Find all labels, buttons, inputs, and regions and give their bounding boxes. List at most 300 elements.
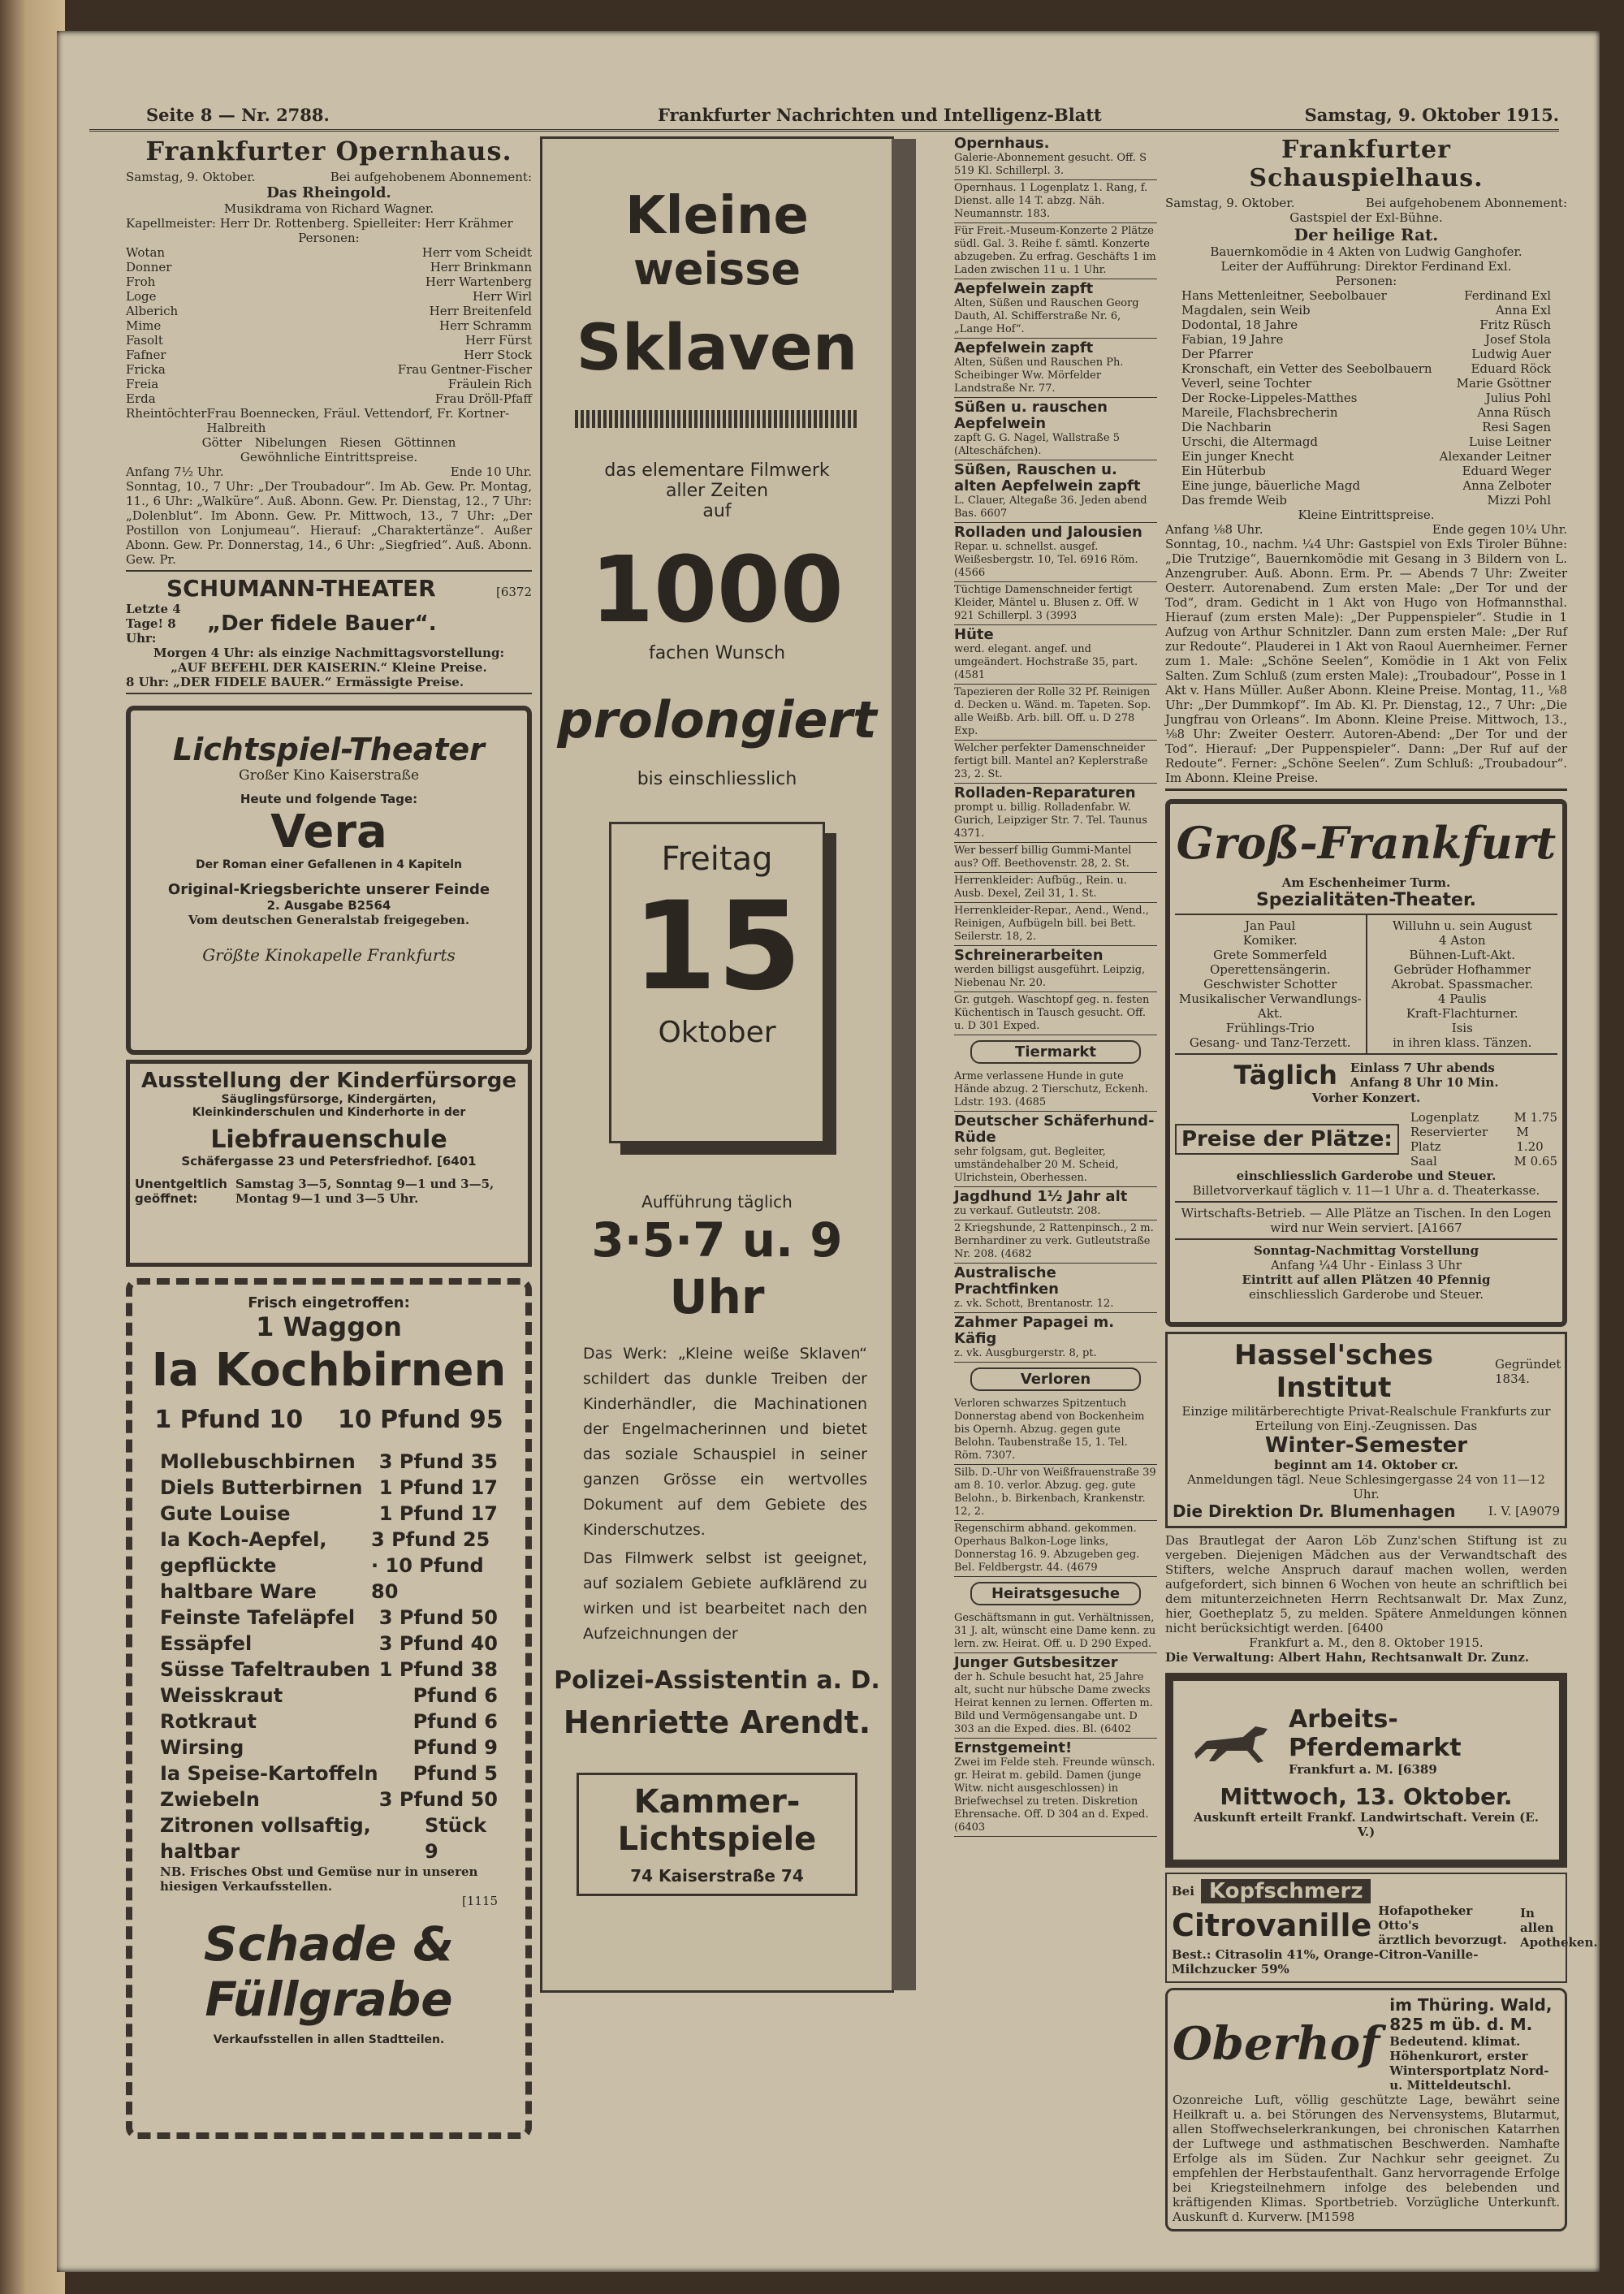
- sklaven-shows: 3·5·7 u. 9 Uhr: [591, 1212, 843, 1324]
- produce-name: Diels Butterbirnen: [160, 1476, 363, 1499]
- role-name: Fricka: [126, 362, 166, 377]
- schauspiel-note: Bei aufgehobenem Abonnement:: [1365, 196, 1567, 210]
- ad-text: Herrenkleider: Aufbüg., Rein. u. Ausb. Dexel, Zeil 31, 1. St.: [954, 875, 1127, 900]
- role-name: Hans Mettenleitner, Seebolbauer: [1181, 288, 1387, 303]
- produce-price: Pfund 6: [412, 1710, 498, 1733]
- sklaven-prol: prolongiert: [557, 690, 877, 750]
- hassel-sem: Winter-Semester: [1264, 1433, 1468, 1458]
- performer-line: Komiker.: [1242, 933, 1298, 948]
- citrovanille-ad: [1165, 1873, 1598, 1983]
- produce-name: Rotkraut: [160, 1710, 257, 1733]
- lichtspiel-line1: Heute und folgende Tage:: [240, 792, 418, 806]
- ad-text: Welcher perfekter Damenschneider fertigt bill. Mantel an? Keplerstraße 23, 2. St.: [954, 742, 1148, 780]
- citro-maker: Hofapotheker Otto's: [1378, 1903, 1473, 1933]
- ad-text: Alten, Süßen und Rauschen Ph. Scheibinger Ww. Mörfelder Landstraße Nr. 77.: [954, 356, 1124, 395]
- role-name: Fasolt: [126, 333, 163, 348]
- ad-headline: Opernhaus.: [954, 135, 1050, 152]
- ad-text: Tapezieren der Rolle 32 Pf. Reinigen d. Decken u. Wänd. m. Tapeten. Sop. alle Weißb. Arb. bill. Off. u. D 278 Exp.: [954, 686, 1151, 737]
- opera-cast-list: [126, 245, 532, 450]
- ad-headline: Ernstgemeint!: [954, 1739, 1073, 1756]
- stiftung-date: Frankfurt a. M., den 8. Oktober 1915.: [1249, 1635, 1484, 1650]
- kinder-hours-label: Unentgeltlich geöffnet:: [135, 1177, 227, 1206]
- produce-price: 3 Pfund 50: [378, 1788, 498, 1811]
- classified-ad: [954, 784, 1157, 843]
- opera-groups: [126, 435, 532, 450]
- schauspiel-sub: Bauernkomödie in 4 Akten von Ludwig Ganghofer.: [1210, 244, 1522, 259]
- oberhof-text: Ozonreiche Luft, völlig geschützte Lage, bewährt seine Heilkraft u. a. bei Störungen des Nervensystems, Blutarmut, allen Stoffwechselerkrankungen, bei chronischen Katarrhen der Luftwege und asthmatischen Beschwerden. Namhafte Erfolge als im Süden. Zur Nachkur sehr geeignet. Zu empfehlen der Herbstaufenthalt. Ganz hervorragende Erfolge bei Kriegsteilnehmern infolge des belebenden und kräftigenden Klimas. Sportbetrieb. Vorzügliche Unterkunft. Auskunft d. Kurverw.: [1173, 2093, 1560, 2224]
- column-4: [1165, 134, 1598, 2245]
- produce-name: Wirsing: [160, 1736, 244, 1759]
- actor-name: Herr Wirl: [473, 289, 532, 304]
- opera-end: Ende 10 Uhr.: [450, 464, 532, 479]
- produce-price: 1 Pfund 17: [378, 1476, 498, 1499]
- horse-icon: [1186, 1717, 1276, 1765]
- schauspiel-play: Der heilige Rat.: [1294, 225, 1439, 244]
- gf-prices-list: [1410, 1110, 1557, 1169]
- classified-ad: [954, 339, 1157, 398]
- lichtspiel-line3: 2. Ausgabe: [266, 898, 343, 913]
- ad-headline: Zahmer Papagei m. Käfig: [954, 1314, 1115, 1347]
- classified-ad: [954, 992, 1157, 1035]
- role-name: Loge: [126, 289, 157, 304]
- role-name: Freia: [126, 377, 159, 391]
- performer-line: Bühnen-Luft-Akt.: [1409, 948, 1516, 962]
- actor-name: Anna Rüsch: [1477, 405, 1551, 420]
- gf-sunday3: Eintritt auf allen Plätzen 40 Pfennig: [1242, 1272, 1491, 1287]
- performer-line: 4 Paulis: [1437, 991, 1487, 1006]
- cast-row: [126, 260, 532, 274]
- classified-ad: [954, 1313, 1157, 1363]
- produce-brand: Schade & Füllgrabe: [203, 1916, 455, 2027]
- schauspiel-title: Frankfurter Schauspielhaus.: [1249, 136, 1484, 192]
- hassel-ad: [1165, 1332, 1567, 1528]
- ad-headline: Hüte: [954, 626, 994, 643]
- classified-ad: [954, 1610, 1157, 1653]
- produce-item: [160, 1449, 498, 1475]
- kinder-title: Ausstellung der Kinderfürsorge: [141, 1069, 516, 1093]
- sklaven-s4: fachen Wunsch: [648, 643, 786, 663]
- actor-name: Fräulein Rich: [447, 377, 532, 391]
- actor-name: Julius Pohl: [1485, 391, 1551, 405]
- produce-price: 3 Pfund 50: [378, 1606, 498, 1629]
- actor-name: Frau Boennecken, Fräul. Vettendorf, Fr. Kortner-Halbreith: [206, 406, 510, 435]
- role-name: Wotan: [126, 245, 166, 260]
- actor-name: Fritz Rüsch: [1479, 318, 1551, 332]
- pferd-date: Mittwoch, 13. Oktober.: [1220, 1783, 1513, 1810]
- ad-text: Silb. D.-Uhr von Weißfrauenstraße 39 am 8. 10. verlor. Abzug. geg. gute Belohn., b. Birkenbach, Krankenstr. 12, 2.: [954, 1467, 1156, 1518]
- opera-cast-head: Personen:: [298, 231, 360, 245]
- schauspiel-date: Samstag, 9. Oktober.: [1165, 196, 1295, 210]
- sklaven-text: Das Werk: „Kleine weiße Sklaven“ schildert das dunkle Treiben der Kinderhändler, die Machinationen der Engelmacherinnen und bietet das soziale Schauspiel in seiner ganzen Grösse ein wertvolles Dokument auf dem Gebiete des Kinderschutzes.: [583, 1345, 867, 1539]
- gf-entry2: Anfang 8 Uhr 10 Min.: [1350, 1075, 1499, 1090]
- actor-name: Marie Gsöttner: [1456, 376, 1551, 391]
- gf-incl: einschliesslich Garderobe und Steuer.: [1236, 1169, 1497, 1183]
- ad-text: z. vk. Schott, Brentanostr. 12.: [954, 1298, 1114, 1310]
- actor-name: Herr Stock: [464, 348, 532, 362]
- classified-ad: [954, 741, 1157, 784]
- actor-name: Josef Stola: [1484, 332, 1551, 347]
- role-name: Mime: [126, 318, 162, 333]
- citro-kopf: Kopfschmerz: [1201, 1879, 1371, 1903]
- actor-name: Herr Breitenfeld: [429, 304, 532, 318]
- gf-sub: Spezialitäten-Theater.: [1175, 890, 1557, 915]
- cast-row: [1181, 420, 1551, 434]
- schauspiel-start: Anfang ⅛8 Uhr.: [1165, 522, 1263, 537]
- heirat-list: [954, 1610, 1157, 1837]
- opera-note: Bei aufgehobenem Abonnement:: [330, 170, 532, 184]
- stiftung-text: Das Brautlegat der Aaron Löb Zunz'schen Stiftung ist zu vergeben. Diejenigen Mädchen aus der Verwandtschaft des Stifters, welche Anspruch darauf machen wollen, werden aufgefordert, sich binnen 6 Wochen von heute an schriftlich bei dem mitunterzeichneten Herrn Rechtsanwalt Dr. Max Zunz, hier, Goetheplatz 5, zu melden. Spätere Anmeldungen können nicht berücksichtigt werden.: [1165, 1533, 1567, 1635]
- ad-headline: Schreinerarbeiten: [954, 947, 1104, 964]
- price-row: [1410, 1110, 1557, 1125]
- sklaven-author2: Henriette Arendt.: [563, 1704, 871, 1740]
- performer-line: Akrobat. Spassmacher.: [1391, 977, 1534, 991]
- cast-row: [126, 289, 532, 304]
- opera-schedule: Sonntag, 10., 7 Uhr: „Der Troubadour“. Im Ab. Gew. Pr. Montag, 11., 6 Uhr: „Walküre“. Auß. Abonn. Gew. Pr. Dienstag, 12., 7 Uhr: „Dolenblut“. Im Abonn. Gew. Pr. Mittwoch, 13., 7 Uhr: „Der Postillon von Lonjumeau“. Hierauf: „Charaktertänze“. Außer Abonn. Gew. Pr. Donnerstag, 14., 6 Uhr: „Siegfried“. Auß. Abonn. Gew. Pr.: [126, 479, 532, 567]
- classified-ad: [954, 1739, 1157, 1837]
- produce-item: [160, 1657, 498, 1683]
- small-ads-list: [954, 134, 1157, 1035]
- kinderfuersorge-ad: [126, 1060, 532, 1267]
- gf-title: Groß-Frankfurt: [1176, 817, 1557, 869]
- citro-brand: Citrovanille: [1172, 1907, 1372, 1943]
- cast-row: [1181, 464, 1551, 478]
- kinder-hours: Samstag 3—5, Sonntag 9—1 und 3—5, Montag 9—1 und 3—5 Uhr.: [235, 1177, 495, 1206]
- produce-price: 3 Pfund 35: [378, 1450, 498, 1473]
- pferd-loc: Frankfurt a. M.: [1289, 1762, 1393, 1777]
- produce-price: Pfund 5: [412, 1762, 498, 1785]
- ad-text: Galerie-Abonnement gesucht. Off. S 519 Kl. Schillerpl. 3.: [954, 152, 1147, 177]
- opera-date: Samstag, 9. Oktober.: [126, 170, 256, 184]
- produce-item: [160, 1709, 498, 1735]
- classified-ad: [954, 1653, 1157, 1739]
- classified-ad: [954, 460, 1157, 523]
- ad-text: sehr folgsam, gut. Begleiter, umständehalber 20 M. Scheid, Ulrichstein, Oberhessen.: [954, 1146, 1119, 1184]
- cast-row: [126, 274, 532, 289]
- actor-name: Herr Wartenberg: [425, 274, 532, 289]
- cast-row: [1181, 288, 1551, 303]
- performer-line: Jan Paul: [1245, 918, 1296, 933]
- classified-ad: [954, 279, 1157, 339]
- cast-row: [126, 362, 532, 377]
- ad-text: Gr. gutgeh. Waschtopf geg. n. festen Küchentisch in Tausch gesucht. Off. u. D 301 Exped.: [954, 994, 1150, 1032]
- ad-text: Alten, Süßen und Rauschen Georg Dauth, Al. Schifferstraße Nr. 6, „Lange Hof“.: [954, 297, 1139, 335]
- schauspiel-ad: [1165, 136, 1567, 785]
- price-value: M 0.65: [1514, 1154, 1557, 1169]
- cast-group: Riesen: [339, 435, 382, 450]
- cast-row: [1181, 493, 1551, 508]
- ad-text: Opernhaus. 1 Logenplatz 1. Rang, f. Dienst. alle 14 T. abzg. Näh. Neumannstr. 183.: [954, 182, 1148, 220]
- tiermarkt-list: [954, 1069, 1157, 1363]
- classified-ad: [954, 1264, 1157, 1313]
- schumann-line3: „AUF BEFEHL DER KAISERIN.“ Kleine Preise.: [171, 660, 487, 675]
- cast-group: Nibelungen: [254, 435, 327, 450]
- hassel-l1: Einzige militärberechtigte Privat-Realschule Frankfurts zur Erteilung von Einj.-Zeugnissen. Das: [1181, 1404, 1551, 1433]
- classified-ad: [954, 1112, 1157, 1187]
- role-name: Fabian, 19 Jahre: [1181, 332, 1284, 347]
- produce-ad: [126, 1278, 532, 2139]
- tiermarkt-head: Tiermarkt: [970, 1040, 1141, 1064]
- stiftung-code: [6400: [1347, 1621, 1384, 1635]
- role-name: Magdalen, sein Weib: [1181, 303, 1311, 318]
- performer-line: Gebrüder Hofhammer: [1393, 962, 1531, 977]
- oberhof-code: [M1598: [1306, 2210, 1355, 2224]
- actor-name: Alexander Leitner: [1439, 449, 1551, 464]
- produce-name: Zitronen vollsaftig, haltbar: [160, 1814, 371, 1863]
- cast-row: [126, 406, 532, 435]
- hassel-l2: Anmeldungen tägl. Neue Schlesingergasse 24 von 11—12 Uhr.: [1187, 1472, 1545, 1501]
- actor-name: Herr Schramm: [439, 318, 532, 333]
- role-name: Der Rocke-Lippeles-Matthes: [1181, 391, 1358, 405]
- role-name: Eine junge, bäuerliche Magd: [1181, 478, 1361, 493]
- pferd-info: Auskunft erteilt Frankf. Landwirtschaft. Verein (E. V.): [1194, 1810, 1539, 1839]
- schumann-ad: [126, 575, 532, 689]
- cast-row: [1181, 478, 1551, 493]
- hassel-title: Hassel'sches Institut: [1234, 1339, 1433, 1404]
- sklaven-date: 15: [632, 876, 802, 1017]
- book-binding: [0, 0, 65, 2294]
- oberhof-title: Oberhof: [1173, 2017, 1380, 2071]
- cast-row: [1181, 449, 1551, 464]
- page-number: Seite 8 — Nr. 2788.: [146, 105, 330, 125]
- sklaven-num: 1000: [590, 538, 844, 643]
- produce-item: [160, 1812, 498, 1864]
- ad-text: der h. Schule besucht hat, 25 Jahre alt, sucht nur hübsche Dame zwecks Heirat kennen zu lernen. Offerten m. Bild und Vermögensangabe unt. D 303 an die Exped. dies. Bl. (6402: [954, 1671, 1153, 1735]
- verloren-head: Verloren: [970, 1367, 1141, 1391]
- sklaven-author1: Polizei-Assistentin a. D.: [554, 1666, 880, 1695]
- produce-name: Weisskraut: [160, 1684, 283, 1707]
- classified-ad: [954, 1465, 1157, 1521]
- produce-name: Zwiebeln: [160, 1788, 260, 1811]
- opera-prices: Gewöhnliche Eintrittspreise.: [240, 450, 418, 464]
- role-name: Ein junger Knecht: [1181, 449, 1294, 464]
- sklaven-theater2: Lichtspiele: [617, 1821, 817, 1858]
- produce-item: [160, 1631, 498, 1657]
- produce-price-1: 1 Pfund 10: [154, 1406, 304, 1434]
- role-name: Rheintöchter: [126, 406, 207, 421]
- produce-name: Ia Speise-Kartoffeln: [160, 1762, 378, 1785]
- produce-name: Essäpfel: [160, 1632, 253, 1655]
- sklaven-theater1: Kammer-: [633, 1783, 801, 1821]
- sklaven-ad: [540, 136, 894, 1993]
- column-3: [954, 134, 1157, 2229]
- produce-qty: 1 Waggon: [256, 1311, 402, 1342]
- citro-best: Best.: Citrasolin 41%, Orange-Citron-Vanille-Milchzucker 59%: [1172, 1947, 1479, 1976]
- ad-headline: Jagdhund 1½ Jahr alt: [954, 1188, 1128, 1205]
- classified-ad: [954, 946, 1157, 992]
- column-2: [540, 136, 922, 1993]
- ad-text: Zwei im Felde steh. Freunde wünsch. gr. Heirat m. gebild. Damen (junge Witw. nicht ausgeschlossen) in Briefwechsel zu treten. Diskretion Ehrensache. Off. D 304 an d. Exped. (6403: [954, 1756, 1155, 1834]
- ad-headline: Junger Gutsbesitzer: [954, 1654, 1118, 1671]
- classified-ad: [954, 134, 1157, 180]
- gf-loc: Am Eschenheimer Turm.: [1281, 875, 1451, 890]
- lichtspiel-ad: [126, 706, 532, 1055]
- performer-line: Isis: [1451, 1021, 1473, 1035]
- performer-line: Kraft-Flachturner.: [1406, 1006, 1518, 1021]
- produce-code: [1115: [461, 1894, 498, 1908]
- cast-row: [1181, 434, 1551, 449]
- produce-price: 3 Pfund 25 · 10 Pfund 80: [371, 1528, 490, 1603]
- ad-headline: Rolladen und Jalousien: [954, 524, 1142, 541]
- schumann-code: [6372: [495, 585, 532, 599]
- produce-item: [160, 1786, 498, 1812]
- schumann-title: SCHUMANN-THEATER: [166, 575, 436, 602]
- gf-right-list: [1367, 915, 1558, 1053]
- cast-group: Göttinnen: [394, 435, 456, 450]
- ad-text: L. Clauer, Altegaße 36. Jeden abend Bas. 6607: [954, 495, 1147, 520]
- hassel-sem2: beginnt am 14. Oktober cr.: [1274, 1458, 1458, 1472]
- produce-name: Feinste Tafeläpfel: [160, 1606, 356, 1629]
- classified-ad: [954, 903, 1157, 946]
- ad-headline: Aepfelwein zapft: [954, 280, 1094, 297]
- cast-row: [1181, 303, 1551, 318]
- role-name: Donner: [126, 260, 172, 274]
- actor-name: Herr Brinkmann: [430, 260, 532, 274]
- price-row: [1410, 1125, 1557, 1154]
- cast-row: [126, 391, 532, 406]
- price-row: [1410, 1154, 1557, 1169]
- opera-play: Das Rheingold.: [266, 184, 391, 201]
- produce-price: 3 Pfund 40: [378, 1632, 498, 1655]
- produce-top: Frisch eingetroffen:: [248, 1294, 410, 1311]
- classified-ad: [954, 1521, 1157, 1577]
- pferd-code: [6389: [1397, 1762, 1437, 1777]
- classified-ad: [954, 843, 1157, 873]
- actor-name: Frau Gentner-Fischer: [397, 362, 532, 377]
- opera-subtitle: Musikdrama von Richard Wagner.: [223, 201, 434, 216]
- role-name: Die Nachbarin: [1181, 420, 1272, 434]
- ad-text: z. vk. Ausgburgerstr. 8, pt.: [954, 1347, 1097, 1359]
- produce-item: [160, 1527, 498, 1605]
- role-name: Dodontal, 18 Jahre: [1181, 318, 1298, 332]
- classified-ad: [954, 685, 1157, 741]
- ad-headline: Australische Prachtfinken: [954, 1264, 1059, 1298]
- kinder-code: [6401: [436, 1154, 477, 1169]
- sklaven-day: Freitag: [661, 840, 773, 878]
- ad-text: zu verkauf. Gutleutstr. 208.: [954, 1205, 1101, 1217]
- produce-name: Mollebuschbirnen: [160, 1450, 356, 1473]
- stiftung-notice: [1165, 1533, 1567, 1665]
- produce-price: 1 Pfund 17: [378, 1502, 498, 1525]
- role-name: Das fremde Weib: [1181, 493, 1287, 508]
- cast-row: [1181, 376, 1551, 391]
- cast-row: [126, 333, 532, 348]
- page-header: [89, 102, 1559, 132]
- schumann-line2: Morgen 4 Uhr: als einzige Nachmittagsvorstellung:: [153, 646, 504, 660]
- cast-row: [1181, 332, 1551, 347]
- ad-headline: Aepfelwein zapft: [954, 339, 1094, 356]
- ad-text: Geschäftsmann in gut. Verhältnissen, 31 J. alt, wünscht eine Dame kenn. zu lern. zw. Heirat. Off. u. D 290 Exped.: [954, 1612, 1156, 1650]
- produce-item: [160, 1501, 498, 1527]
- ad-text: Repar. u. schnellst. ausgef. Weißesbergstr. 10, Tel. 6916 Röm. (4566: [954, 541, 1138, 579]
- actor-name: Ferdinand Exl: [1464, 288, 1551, 303]
- classified-ad: [954, 1396, 1157, 1465]
- oberhof-ad: [1165, 1988, 1567, 2231]
- classified-ad: [954, 582, 1157, 625]
- ad-headline: Deutscher Schäferhund-Rüde: [954, 1112, 1155, 1146]
- role-name: Froh: [126, 274, 156, 289]
- ad-headline: Süßen, Rauschen u. alten Aepfelwein zapft: [954, 461, 1141, 495]
- classified-ad: [954, 223, 1157, 279]
- ad-text: werden billigst ausgeführt. Leipzig, Niebenau Nr. 20.: [954, 964, 1146, 989]
- sklaven-l3: Sklaven: [576, 312, 858, 385]
- actor-name: Frau Dröll-Pfaff: [434, 391, 532, 406]
- classified-ad: [954, 1069, 1157, 1112]
- schauspiel-prices: Kleine Eintrittspreise.: [1298, 508, 1435, 522]
- ad-headline: Süßen u. rauschen Aepfelwein: [954, 399, 1108, 432]
- cast-row: [1181, 318, 1551, 332]
- price-category: Saal: [1410, 1154, 1437, 1169]
- performer-line: in ihren klass. Tänzen.: [1393, 1035, 1532, 1050]
- kammer-lichtspiele: [577, 1773, 857, 1896]
- cast-row: [1181, 405, 1551, 420]
- sklaven-s2: aller Zeiten: [665, 481, 769, 501]
- gf-prices-label: Preise der Plätze:: [1175, 1124, 1399, 1155]
- sklaven-shows-label: Aufführung täglich: [641, 1192, 793, 1212]
- stiftung-sig: Die Verwaltung: Albert Hahn, Rechtsanwalt Dr. Zunz.: [1165, 1650, 1530, 1665]
- gf-sunday: Sonntag-Nachmittag Vorstellung: [1253, 1243, 1479, 1258]
- schauspiel-director: Leiter der Aufführung: Direktor Ferdinand Exl.: [1220, 259, 1512, 274]
- hassel-dir: Die Direktion Dr. Blumenhagen: [1173, 1501, 1456, 1521]
- gf-entry1: Einlass 7 Uhr abends: [1350, 1061, 1495, 1075]
- classified-ad: [954, 1187, 1157, 1220]
- classified-ad: [954, 398, 1157, 460]
- cast-row: [1181, 391, 1551, 405]
- actor-name: Anna Zelboter: [1462, 478, 1551, 493]
- performer-line: Frühlings-Trio: [1225, 1021, 1315, 1035]
- role-name: Fafner: [126, 348, 166, 362]
- schauspiel-cast-list: [1165, 288, 1567, 508]
- performer-line: Willuhn u. sein August: [1392, 918, 1532, 933]
- ad-text: Tüchtige Damenschneider fertigt Kleider, Mäntel u. Blusen z. Off. W 921 Schillerpl. 3 (3993: [954, 584, 1139, 622]
- ad-text: Für Freit.-Museum-Konzerte 2 Plätze südl. Gal. 3. Reihe f. sämtl. Konzerte abzugeben. Zu erfrag. Geschäfts 1 im Laden zwischen 11 u. 1 Uhr.: [954, 225, 1156, 276]
- produce-item: [160, 1605, 498, 1631]
- ad-text: Herrenkleider-Repar., Aend., Wend., Reinigen, Aufbügeln bill. bei Bett. Seilerstr. 18, 2.: [954, 905, 1149, 943]
- sklaven-calendar: [609, 822, 825, 1143]
- lichtspiel-footer: Größte Kinokapelle Frankfurts: [202, 945, 456, 965]
- sklaven-s3: auf: [702, 501, 732, 521]
- produce-list: [137, 1449, 520, 1864]
- performer-line: Grete Sommerfeld: [1213, 948, 1328, 962]
- price-value: M 1.75: [1514, 1110, 1557, 1125]
- column-1: [126, 134, 532, 2144]
- lichtspiel-film: Vera: [270, 806, 387, 858]
- citro-arzt: ärztlich bevorzugt.: [1378, 1933, 1507, 1947]
- actor-name: Mizzi Pohl: [1487, 493, 1551, 508]
- opera-start: Anfang 7½ Uhr.: [126, 464, 224, 479]
- produce-price: Pfund 6: [412, 1684, 498, 1707]
- produce-footer: Verkaufsstellen in allen Stadtteilen.: [213, 2033, 445, 2046]
- sklaven-l1: Kleine: [625, 186, 809, 246]
- schauspiel-cast-head: Personen:: [1335, 274, 1397, 288]
- classified-ad: [954, 523, 1157, 582]
- kinder-address: Schäfergasse 23 und Petersfriedhof.: [181, 1154, 433, 1169]
- citro-bei: Bei: [1172, 1884, 1194, 1899]
- gf-left-list: [1175, 915, 1367, 1053]
- gf-wirt: Wirtschafts-Betrieb. — Alle Plätze an Tischen. In den Logen wird nur Wein serviert.: [1181, 1206, 1552, 1235]
- verloren-list: [954, 1396, 1157, 1577]
- masthead: Frankfurter Nachrichten und Intelligenz-Blatt: [658, 105, 1102, 125]
- actor-name: Ludwig Auer: [1471, 347, 1551, 361]
- produce-name: Ia Koch-Aepfel, gepflückte haltbare Ware: [160, 1528, 327, 1603]
- classified-ad: [954, 1220, 1157, 1264]
- kinder-venue: Liebfrauenschule: [210, 1125, 447, 1154]
- ad-text: Regenschirm abhand. gekommen. Operhaus Balkon-Loge links, Donnerstag 16. 9. Abzugeben geg. Bel. Feldbergstr. 44. (4679: [954, 1523, 1140, 1574]
- gf-pre: Vorher Konzert.: [1311, 1091, 1421, 1105]
- actor-name: Resi Sagen: [1482, 420, 1551, 434]
- cast-row: [126, 377, 532, 391]
- role-name: Erda: [126, 391, 156, 406]
- opera-title: Frankfurter Opernhaus.: [145, 136, 512, 166]
